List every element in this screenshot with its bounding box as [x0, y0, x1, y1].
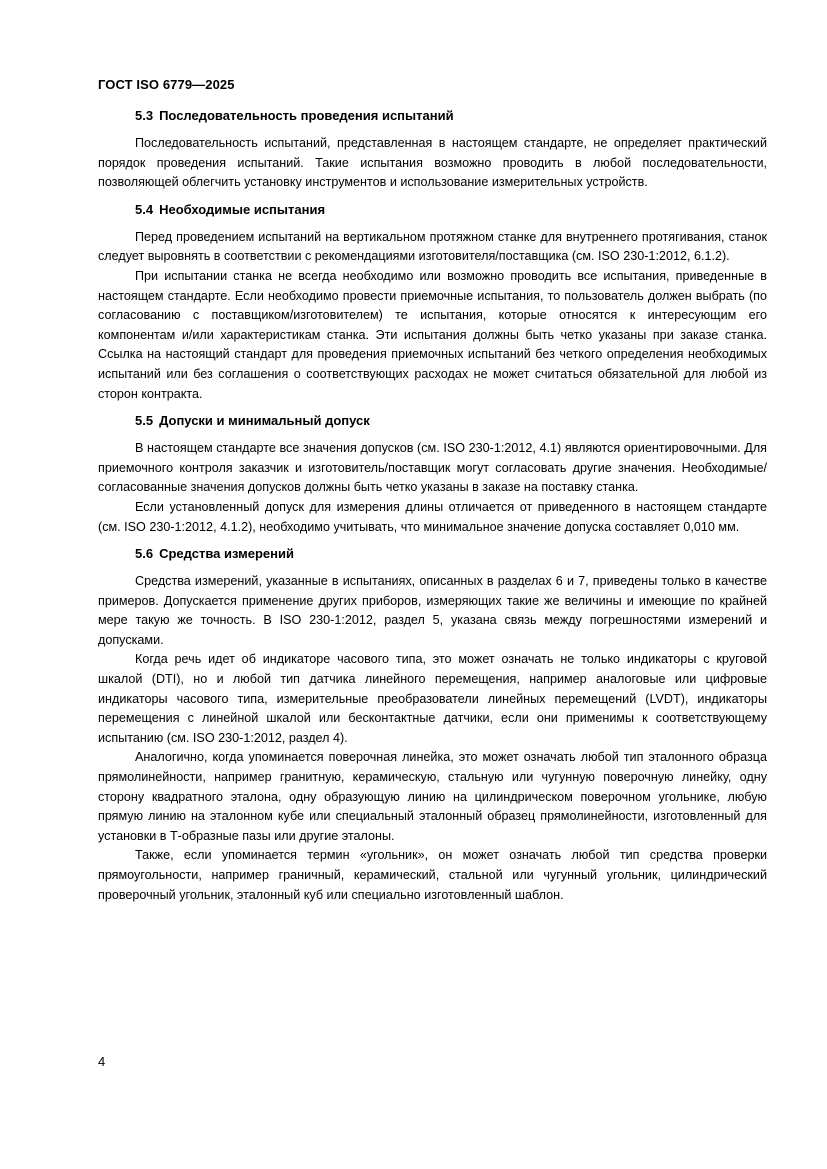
page-content	[98, 106, 767, 905]
paragraph: Последовательность испытаний, представленная в настоящем стандарте, не определяет практический порядок проведения испытаний. Такие испытания возможно проводить в любой последовательности, позволяющей облегчить установку инструментов и использование измерительных устройств.	[98, 136, 767, 190]
page-number: 4	[98, 1054, 106, 1069]
paragraph: Также, если упоминается термин «угольник», он может означать любой тип средства проверки прямоугольности, например граничный, керамический, стальной или чугунный угольник, цилиндрический проверочный угольник, эталонный куб или специально изготовленный шаблон.	[98, 848, 767, 902]
paragraph: Аналогично, когда упоминается поверочная линейка, это может означать любой тип эталонного образца прямолинейности, например гранитную, керамическую, стальную или чугунную поверочную линейку, одну сторону квадратного эталона, одну образующую линию на цилиндрическом поверочном угольнике, любую прямую линию на эталонном кубе или специальный эталонный образец прямолинейности, изготовленный для установки в Т-образные пазы или другие эталоны.	[98, 750, 767, 843]
section-title-5-5: 5.5 Допуски и минимальный допуск	[135, 413, 370, 429]
paragraph: При испытании станка не всегда необходимо или возможно проводить все испытания, приведенные в настоящем стандарте. Если необходимо провести приемочные испытания, то пользователь должен выбрать (по согласованию с поставщиком/изготовителем) те испытания, которые относятся к интересующим его компонентам и/или характеристикам станка. Эти испытания должны быть четко указаны при заказе станка. Ссылка на настоящий стандарт для проведения приемочных испытаний без четкого определения необходимых испытаний или без соглашения о соответствующих расходах не может считаться обязательной для любой из сторон контракта.	[98, 268, 767, 401]
document-code: ГОСТ ISO 6779—2025	[98, 77, 235, 92]
section-title-5-6: 5.6 Средства измерений	[135, 546, 294, 562]
paragraph: В настоящем стандарте все значения допусков (см. ISO 230-1:2012, 4.1) являются ориентировочными. Для приемочного контроля заказчик и изготовитель/поставщик могут согласовать другие значения. Необходимые/согласованные значения допусков должны быть четко указаны в заказе на поставку станка.	[98, 441, 767, 495]
paragraph: Перед проведением испытаний на вертикальном протяжном станке для внутреннего протягивания, станок следует выровнять в соответствии с рекомендациями изготовителя/поставщика (см. ISO 230-1:2012, 6.1.2).	[98, 229, 767, 264]
paragraph: Если установленный допуск для измерения длины отличается от приведенного в настоящем стандарте (см. ISO 230-1:2012, 4.1.2), необходимо учитывать, что минимальное значение допуска составляет 0,010 мм.	[98, 499, 767, 534]
paragraph: Когда речь идет об индикаторе часового типа, это может означать не только индикаторы с круговой шкалой (DTI), но и любой тип датчика линейного перемещения, например аналоговые или цифровые индикаторы часового типа, измерительные преобразователи линейных перемещений (LVDT), индикаторы перемещения с линейной шкалой или бесконтактные датчики, если они применимы к соответствующему испытанию (см. ISO 230-1:2012, раздел 4).	[98, 652, 767, 745]
section-title-5-4: 5.4 Необходимые испытания	[135, 201, 326, 217]
section-title-5-3: 5.3 Последовательность проведения испытаний	[135, 108, 454, 123]
paragraph: Средства измерений, указанные в испытаниях, описанных в разделах 6 и 7, приведены только в качестве примеров. Допускается применение других приборов, измеряющих такие же величины и имеющие по крайней мере такую же точность. В ISO 230-1:2012, раздел 5, указана связь между погрешностями измерений и допусками.	[98, 574, 767, 647]
